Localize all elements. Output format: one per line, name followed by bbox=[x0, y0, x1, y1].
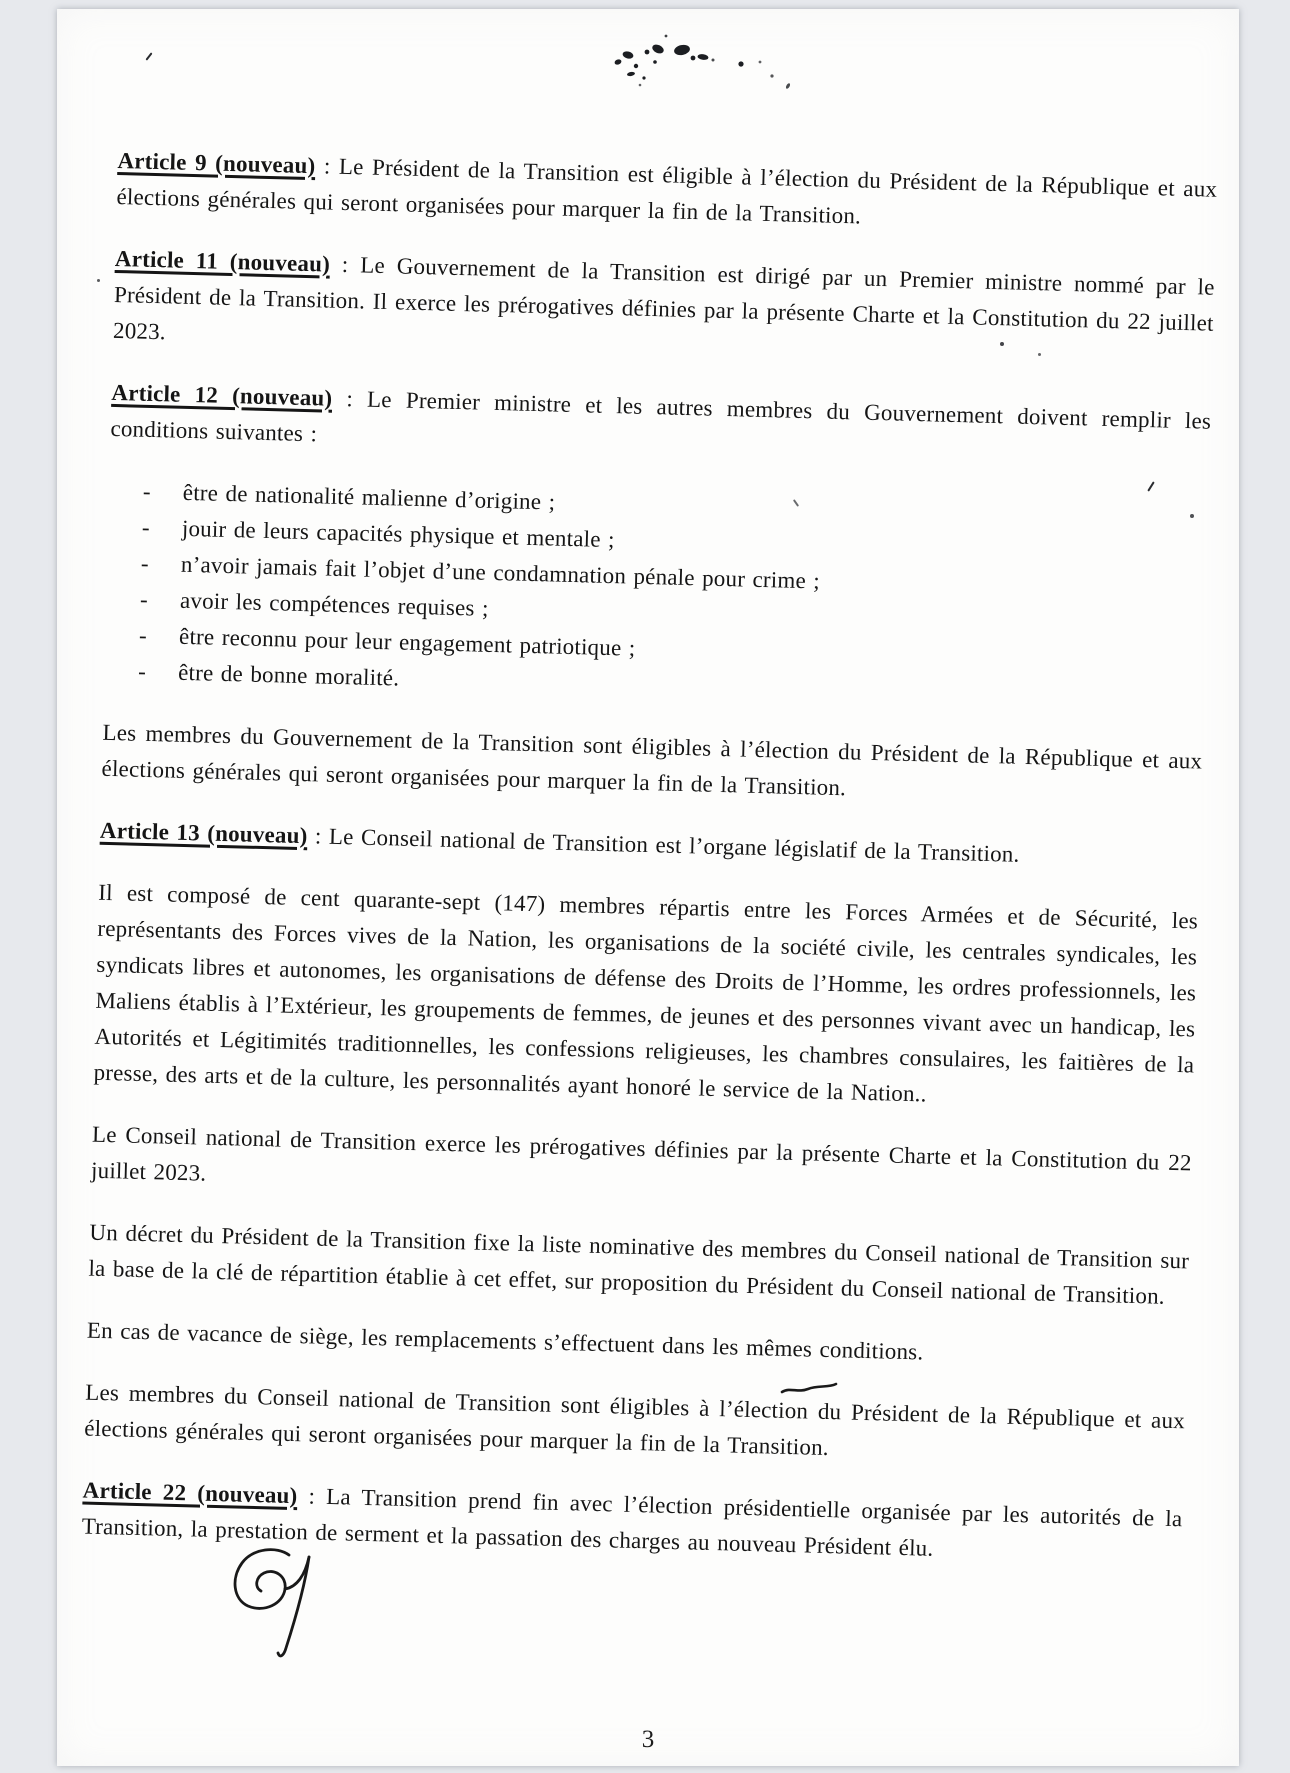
document-page bbox=[57, 9, 1239, 1766]
condition-text: être reconnu pour leur engagement patriotique ; bbox=[178, 623, 636, 661]
condition-text: n’avoir jamais fait l’objet d’une condamnation pénale pour crime ; bbox=[180, 551, 821, 594]
article-9-paragraph bbox=[116, 143, 1218, 244]
article-9-heading: Article 9 (nouveau) bbox=[117, 147, 316, 179]
article-22-body: : La Transition prend fin avec l’élection présidentielle organisée par les autorités de la Transition, la prestation de serment et la passation des charges au nouveau Président élu. bbox=[81, 1483, 1183, 1561]
list-dash: - bbox=[138, 622, 148, 648]
article-13-body: : Le Conseil national de Transition est l’organe législatif de la Transition. bbox=[307, 823, 1020, 867]
page-number: 3 bbox=[641, 1726, 655, 1753]
list-dash: - bbox=[141, 514, 151, 540]
document-text bbox=[81, 143, 1218, 1599]
cnt-composition-paragraph: Il est composé de cent quarante-sept (147) membres répartis entre les Forces Armées et de Sécurité, les représentants des Forces vives de la Nation, les organisations de la société civile, les centrales syndicales, les syndicats libres et autonomes, les organisations de défense des Droits de l’Homme, les ordres professionnels, les Maliens établis à l’Extérieur, les groupements de femmes, de jeunes et des personnes vivant avec un handicap, les Autorités et Légitimités traditionnelles, les confessions religieuses, les chambres consulaires, les faitières de la presse, des arts et de la culture, les personnalités ayant honoré le service de la Nation.. bbox=[93, 879, 1199, 1107]
condition-text: avoir les compétences requises ; bbox=[179, 587, 490, 621]
list-dash: - bbox=[137, 658, 147, 684]
article-13-paragraph bbox=[100, 813, 1201, 878]
condition-text: jouir de leurs capacités physique et mentale ; bbox=[181, 515, 616, 553]
decret-paragraph: Un décret du Président de la Transition fixe la liste nominative des membres du Conseil national de Transition sur la base de la clé de répartition établie à cet effet, sur proposition du Président du Conseil national de Transition. bbox=[88, 1219, 1190, 1309]
vacance-paragraph: En cas de vacance de siège, les remplacements s’effectuent dans les mêmes conditions. bbox=[86, 1317, 924, 1365]
article-12-paragraph bbox=[110, 375, 1212, 476]
article-22-paragraph bbox=[81, 1473, 1183, 1574]
list-dash: - bbox=[142, 478, 152, 504]
article-11-paragraph bbox=[113, 241, 1215, 378]
article-12-heading: Article 12 (nouveau) bbox=[111, 379, 333, 411]
stray-dot bbox=[97, 279, 100, 282]
article-11-heading: Article 11 (nouveau) bbox=[114, 245, 331, 277]
list-dash: - bbox=[139, 586, 149, 612]
article-9-body: : Le Président de la Transition est éligible à l’élection du Président de la République et aux élections générales qui seront organisées pour marquer la fin de la Transition. bbox=[116, 153, 1218, 229]
ink-smudge bbox=[600, 22, 810, 94]
stray-mark bbox=[145, 52, 152, 60]
list-dash: - bbox=[140, 550, 150, 576]
condition-text: être de nationalité malienne d’origine ; bbox=[182, 479, 556, 515]
condition-text: être de bonne moralité. bbox=[177, 659, 400, 691]
cnt-members-paragraph: Les membres du Conseil national de Transition sont éligibles à l’élection du Président de la République et aux élections générales qui seront organisées pour marquer la fin de la Transition. bbox=[84, 1379, 1186, 1461]
article-22-heading: Article 22 (nouveau) bbox=[82, 1477, 298, 1509]
conditions-list bbox=[104, 473, 1209, 718]
article-12-body: : Le Premier ministre et les autres membres du Gouvernement doivent remplir les conditions suivantes : bbox=[110, 385, 1212, 447]
cnt-prerogatives-paragraph: Le Conseil national de Transition exerce les prérogatives définies par la présente Charte et la Constitution du 22 juillet 2023. bbox=[90, 1121, 1192, 1186]
article-11-body: : Le Gouvernement de la Transition est dirigé par un Premier ministre nommé par le Président de la Transition. Il exerce les prérogatives définies par la présente Charte et la Constitution du 22 juillet 2023. bbox=[112, 251, 1215, 345]
article-13-heading: Article 13 (nouveau) bbox=[99, 817, 308, 849]
gov-members-paragraph: Les membres du Gouvernement de la Transition sont éligibles à l’élection du Président de la République et aux élections générales qui seront organisées pour marquer la fin de la Transition. bbox=[101, 719, 1203, 801]
